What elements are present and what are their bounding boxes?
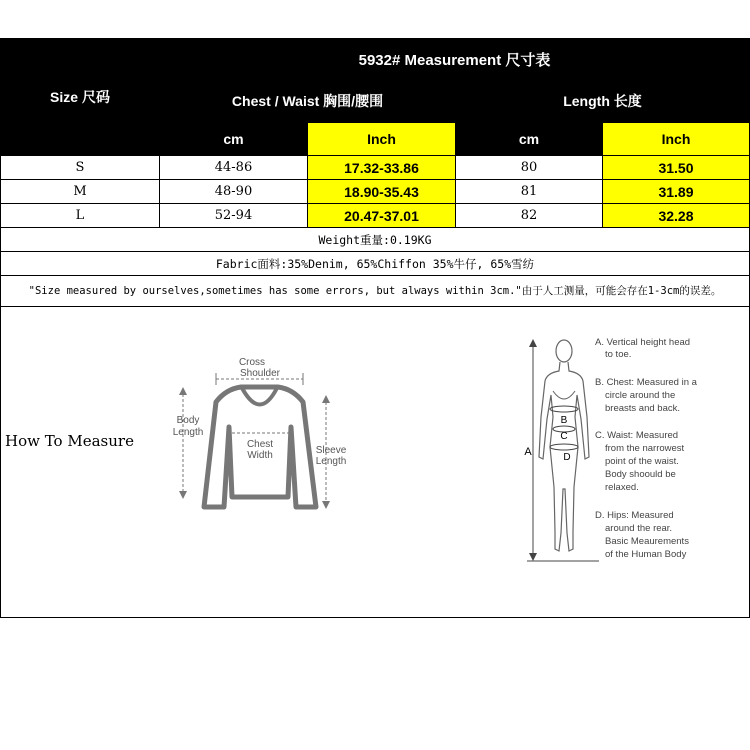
unit-cm-length: cm bbox=[456, 123, 603, 156]
svg-text:circle around the: circle around the bbox=[605, 390, 676, 401]
svg-text:point of the waist.: point of the waist. bbox=[605, 456, 679, 467]
svg-text:A. Vertical height head: A. Vertical height head bbox=[595, 337, 691, 348]
chest-inch-value: 18.90-35.43 bbox=[308, 180, 456, 204]
size-header: Size 尺码 bbox=[1, 39, 160, 156]
table-row bbox=[1, 156, 750, 180]
fabric-info: Fabric面料:35%Denim, 65%Chiffon 35%牛仔, 65%雪纺 bbox=[1, 252, 750, 276]
size-value: M bbox=[1, 180, 160, 204]
svg-text:Shoulder: Shoulder bbox=[239, 368, 281, 379]
table-title: 5932# Measurement 尺寸表 bbox=[160, 39, 750, 80]
chest-cm-value: 44-86 bbox=[160, 156, 308, 180]
unit-inch-length: Inch bbox=[603, 123, 750, 156]
measure-notes bbox=[595, 337, 698, 560]
svg-text:Body shoould be: Body shoould be bbox=[605, 469, 676, 480]
body-measure-diagram bbox=[519, 337, 719, 587]
measurement-note: "Size measured by ourselves,sometimes has some errors, but always within 3cm."由于人工测量，可能会存在1-3cm的误差。 bbox=[1, 276, 750, 307]
length-cm-value: 82 bbox=[456, 204, 603, 228]
length-inch-value: 31.89 bbox=[603, 180, 750, 204]
length-inch-value: 31.50 bbox=[603, 156, 750, 180]
how-to-measure-section bbox=[1, 307, 750, 618]
svg-text:Basic Meaurements: Basic Meaurements bbox=[605, 536, 689, 547]
chest-cm-value: 48-90 bbox=[160, 180, 308, 204]
length-cm-value: 81 bbox=[456, 180, 603, 204]
marker-c: C bbox=[560, 431, 568, 442]
figure-head bbox=[556, 340, 572, 362]
length-inch-value: 32.28 bbox=[603, 204, 750, 228]
svg-text:C. Waist: Measured: C. Waist: Measured bbox=[595, 430, 679, 441]
hip-circle bbox=[550, 444, 578, 450]
unit-cm-chest: cm bbox=[160, 123, 308, 156]
marker-a: A bbox=[524, 446, 532, 458]
svg-text:relaxed.: relaxed. bbox=[605, 482, 639, 493]
size-value: S bbox=[1, 156, 160, 180]
shirt-measure-diagram bbox=[166, 357, 356, 522]
svg-text:breasts and back.: breasts and back. bbox=[605, 403, 680, 414]
svg-text:B. Chest: Measured in a: B. Chest: Measured in a bbox=[595, 377, 697, 388]
marker-d: D bbox=[563, 452, 571, 463]
length-header: Length 长度 bbox=[456, 80, 750, 123]
body-length-label: Body bbox=[176, 415, 200, 426]
svg-text:Width: Width bbox=[247, 450, 273, 461]
how-to-measure-label: How To Measure bbox=[5, 432, 134, 450]
size-chart bbox=[0, 38, 749, 618]
table-row bbox=[1, 180, 750, 204]
svg-text:Length: Length bbox=[315, 456, 347, 467]
chest-inch-value: 17.32-33.86 bbox=[308, 156, 456, 180]
svg-text:around the rear.: around the rear. bbox=[605, 523, 673, 534]
svg-text:of the Human Body: of the Human Body bbox=[605, 549, 687, 560]
svg-text:D. Hips: Measured: D. Hips: Measured bbox=[595, 510, 674, 521]
weight-info: Weight重量:0.19KG bbox=[1, 228, 750, 252]
shirt-collar bbox=[242, 388, 277, 405]
chest-inch-value: 20.47-37.01 bbox=[308, 204, 456, 228]
size-value: L bbox=[1, 204, 160, 228]
length-cm-value: 80 bbox=[456, 156, 603, 180]
chest-width-label: Chest bbox=[246, 439, 274, 450]
chest-cm-value: 52-94 bbox=[160, 204, 308, 228]
unit-inch-chest: Inch bbox=[308, 123, 456, 156]
chest-circle bbox=[550, 406, 578, 412]
table-row bbox=[1, 204, 750, 228]
measurement-table bbox=[0, 38, 750, 618]
svg-text:Length: Length bbox=[172, 427, 204, 438]
chest-waist-header: Chest / Waist 胸围/腰围 bbox=[160, 80, 456, 123]
marker-b: B bbox=[560, 415, 568, 426]
sleeve-length-label: Sleeve bbox=[315, 445, 347, 456]
svg-text:from the narrowest: from the narrowest bbox=[605, 443, 685, 454]
svg-text:to toe.: to toe. bbox=[605, 349, 632, 360]
cross-shoulder-label: Cross bbox=[238, 357, 266, 368]
